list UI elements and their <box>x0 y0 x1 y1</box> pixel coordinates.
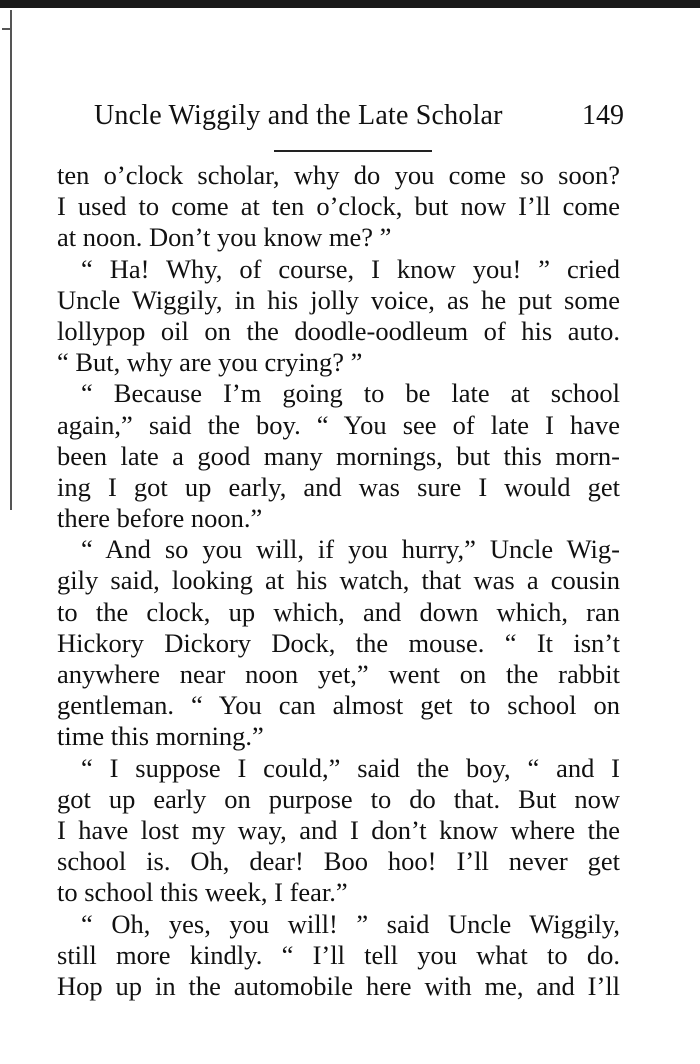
body-text <box>57 160 620 1002</box>
text-line: again,” said the boy. “ You see of late I have <box>57 409 620 440</box>
text-line: lollypop oil on the doodle-oodleum of his auto. <box>57 315 620 346</box>
text-line: there before noon.” <box>57 503 263 534</box>
text-line: “ Oh, yes, you will! ” said Uncle Wiggily, <box>81 908 620 939</box>
text-line: “ Because I’m going to be late at school <box>81 378 620 409</box>
text-line: ten o’clock scholar, why do you come so soon? <box>57 160 620 190</box>
gutter-scan-line <box>10 10 12 510</box>
gutter-scan-mark <box>2 28 10 30</box>
text-line: time this morning.” <box>57 721 264 752</box>
text-line: to the clock, up which, and down which, ran <box>57 596 620 627</box>
text-line: “ And so you will, if you hurry,” Uncle Wig- <box>81 534 620 565</box>
header-divider <box>274 150 432 152</box>
text-line: Uncle Wiggily, in his jolly voice, as he put some <box>57 284 620 315</box>
text-line: “ I suppose I could,” said the boy, “ and I <box>81 752 620 783</box>
text-line: “ Ha! Why, of course, I know you! ” cried <box>81 253 620 284</box>
text-line: got up early on purpose to do that. But now <box>57 783 620 814</box>
text-line: I used to come at ten o’clock, but now I’ll come <box>57 191 620 222</box>
text-line: still more kindly. “ I’ll tell you what to do. <box>57 939 620 970</box>
page-title: Uncle Wiggily and the Late Scholar <box>94 100 503 131</box>
text-line: gily said, looking at his watch, that was a cousin <box>57 565 620 596</box>
text-line: “ But, why are you crying? ” <box>57 347 363 378</box>
text-line: been late a good many mornings, but this morn- <box>57 440 620 471</box>
text-line: anywhere near noon yet,” went on the rabbit <box>57 659 620 689</box>
text-line: school is. Oh, dear! Boo hoo! I’ll never get <box>57 846 620 877</box>
page-number: 149 <box>582 100 624 131</box>
text-line: gentleman. “ You can almost get to school on <box>57 690 620 721</box>
top-page-edge <box>0 0 700 8</box>
text-line: at noon. Don’t you know me? ” <box>57 222 392 253</box>
running-header <box>94 100 624 140</box>
text-line: to school this week, I fear.” <box>57 877 348 908</box>
text-line: Hop up in the automobile here with me, and I’ll <box>57 970 620 1001</box>
text-line: ing I got up early, and was sure I would get <box>57 471 620 502</box>
text-line: Hickory Dickory Dock, the mouse. “ It isn’t <box>57 627 620 658</box>
text-line: I have lost my way, and I don’t know where the <box>57 814 620 845</box>
